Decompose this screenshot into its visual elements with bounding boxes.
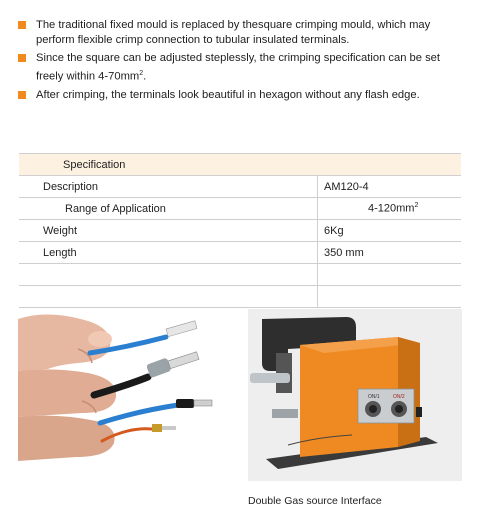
bullet-square-icon (18, 21, 26, 29)
crimped-cables-illustration (18, 309, 232, 467)
spec-label: Description (43, 180, 99, 193)
table-header-label: Specification (63, 158, 126, 171)
feature-item (18, 18, 468, 48)
table-row-empty (19, 286, 461, 308)
spec-value: AM120-4 (324, 180, 369, 193)
feature-text: After crimping, the terminals look beautiful in hexagon without any flash edge. (36, 88, 420, 101)
feature-item (18, 88, 468, 103)
spec-value: 350 mm (324, 246, 364, 259)
feature-text-end: . (143, 70, 147, 83)
bullet-square-icon (18, 91, 26, 99)
panel-label-1: ON/1 (368, 394, 380, 400)
photo-caption: Double Gas source Interface (248, 495, 382, 507)
table-row (19, 176, 461, 198)
table-header-cell (19, 154, 461, 176)
crimped-cables-photo (18, 309, 232, 467)
table-row (19, 242, 461, 264)
bullet-square-icon (18, 54, 26, 62)
spec-label: Weight (43, 224, 78, 237)
table-header-row (19, 154, 461, 176)
crimping-machine-illustration (248, 309, 462, 481)
specification-table (19, 153, 461, 308)
table-row (19, 198, 461, 220)
feature-item (18, 51, 468, 85)
feature-list (18, 18, 468, 106)
spec-value: 6Kg (324, 224, 344, 237)
spec-label: Range of Application (65, 202, 166, 215)
feature-text: Since the square can be adjusted steplessly, the crimping specification can be set freely within 4-70mm (36, 52, 441, 83)
feature-text: The traditional fixed mould is replaced by thesquare crimping mould, which may perform flexible crimp connection to tubular insulated terminals. (36, 19, 431, 46)
table-row-empty (19, 264, 461, 286)
spec-superscript: 2 (414, 202, 419, 210)
spec-label: Length (43, 246, 77, 259)
crimping-machine-photo (248, 309, 462, 481)
table-row (19, 220, 461, 242)
feature-superscript: 2 (139, 70, 144, 77)
spec-value: 4-120mm (368, 202, 415, 215)
panel-label-2: ON/2 (393, 394, 405, 400)
